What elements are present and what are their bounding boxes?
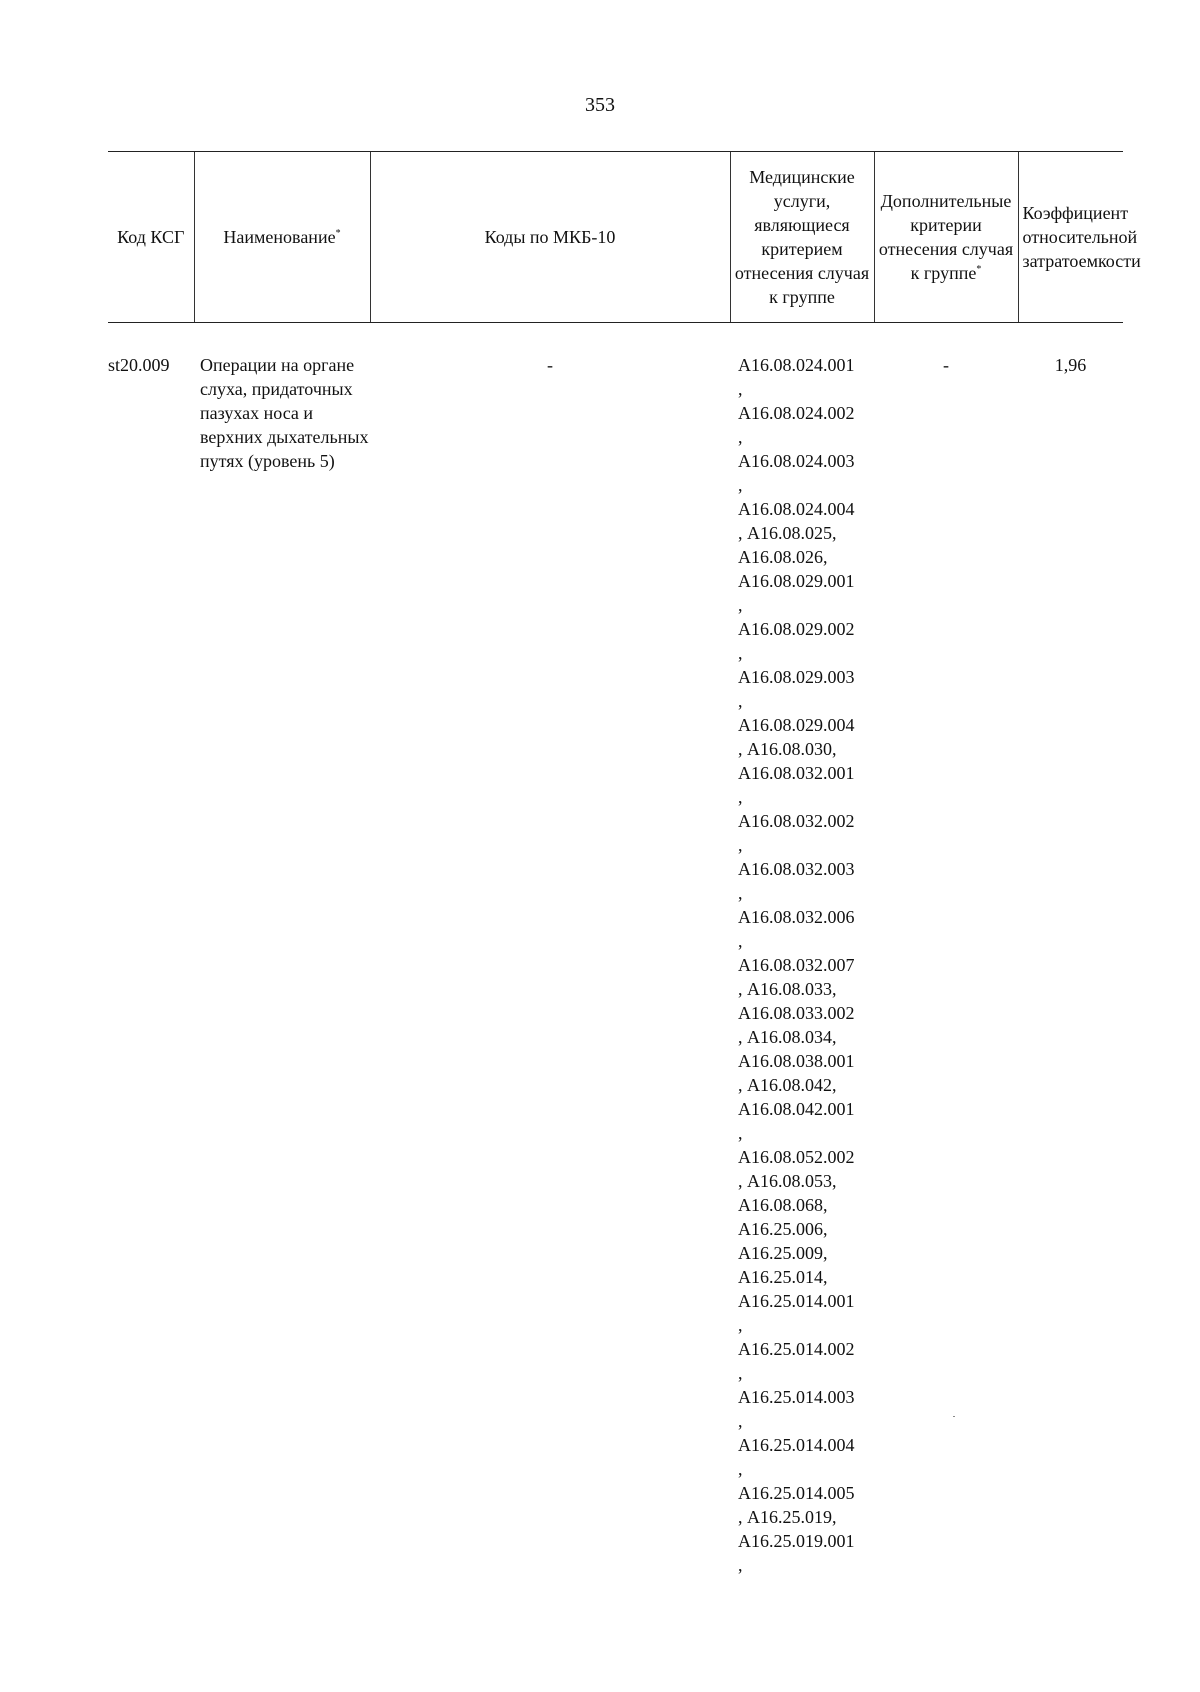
- service-code-line: А16.08.024.002: [738, 403, 855, 423]
- service-code-line: А16.08.029.001: [738, 571, 855, 591]
- cell-name: Операции на органе слуха, придаточных пазухах носа и верхних дыхательных путях (уровень 5): [200, 355, 369, 471]
- service-code-line: А16.08.024.003: [738, 451, 855, 471]
- header-mkb: Коды по МКБ-10: [370, 152, 730, 323]
- service-code-line: А16.25.014,: [738, 1267, 828, 1287]
- service-code-line: А16.25.009,: [738, 1243, 828, 1263]
- cell-extra-criteria: -: [943, 355, 949, 375]
- service-code-line: А16.08.029.002: [738, 619, 855, 639]
- service-code-line: А16.08.068,: [738, 1195, 828, 1215]
- table-row: [108, 323, 1123, 1579]
- table-header-row: [108, 152, 1123, 323]
- service-code-line: ,: [738, 1411, 743, 1431]
- service-code-line: А16.25.019.001: [738, 1531, 855, 1551]
- header-services: Медицинские услуги, являющиеся критерием отнесения случая к группе: [730, 152, 874, 323]
- service-code-line: , А16.08.025,: [738, 523, 837, 543]
- cell-code: st20.009: [108, 355, 170, 375]
- service-code-line: А16.08.024.001: [738, 355, 855, 375]
- service-code-line: ,: [738, 883, 743, 903]
- service-code-line: А16.08.032.003: [738, 859, 855, 879]
- service-code-line: А16.08.032.006: [738, 907, 855, 927]
- header-coefficient: Коэффициент относительной затратоемкости: [1018, 152, 1123, 323]
- service-code-line: А16.08.024.004: [738, 499, 855, 519]
- service-code-line: , А16.08.053,: [738, 1171, 837, 1191]
- service-code-line: А16.08.042.001: [738, 1099, 855, 1119]
- service-code-line: А16.25.014.004: [738, 1435, 855, 1455]
- service-code-line: А16.08.033.002: [738, 1003, 855, 1023]
- service-code-line: А16.08.032.002: [738, 811, 855, 831]
- service-code-line: , А16.08.034,: [738, 1027, 837, 1047]
- service-code-line: , А16.08.030,: [738, 739, 837, 759]
- service-code-line: А16.08.052.002: [738, 1147, 855, 1167]
- service-code-line: ,: [738, 1555, 743, 1575]
- service-code-line: А16.08.029.004: [738, 715, 855, 735]
- page-number: 353: [585, 94, 615, 116]
- service-code-line: ,: [738, 475, 743, 495]
- service-code-line: А16.08.032.007: [738, 955, 855, 975]
- header-extra-criteria: Дополнительные критерии отнесения случая к группе*: [874, 152, 1018, 323]
- service-code-line: А16.25.014.005: [738, 1483, 855, 1503]
- ksg-table: [108, 151, 1141, 1578]
- ksg-table-grid: [108, 151, 1141, 1578]
- service-code-line: , А16.08.042,: [738, 1075, 837, 1095]
- footnote-mark: *: [335, 228, 341, 239]
- cell-services: [730, 323, 874, 1579]
- service-code-line: ,: [738, 1123, 743, 1143]
- service-code-line: А16.25.014.003: [738, 1387, 855, 1407]
- service-code-line: ,: [738, 835, 743, 855]
- service-code-line: ,: [738, 787, 743, 807]
- scan-speck: [953, 1416, 955, 1417]
- service-code-line: ,: [738, 379, 743, 399]
- header-name: Наименование*: [194, 152, 370, 323]
- service-code-line: , А16.25.019,: [738, 1507, 837, 1527]
- service-code-line: А16.08.026,: [738, 547, 828, 567]
- header-code: Код КСГ: [108, 152, 194, 323]
- service-code-line: , А16.08.033,: [738, 979, 837, 999]
- service-code-line: ,: [738, 691, 743, 711]
- cell-mkb: -: [547, 355, 553, 375]
- cell-coefficient: 1,96: [1054, 355, 1087, 375]
- service-code-line: ,: [738, 931, 743, 951]
- service-code-line: ,: [738, 1363, 743, 1383]
- service-code-line: А16.25.014.001: [738, 1291, 855, 1311]
- service-code-line: ,: [738, 427, 743, 447]
- service-code-line: А16.08.038.001: [738, 1051, 855, 1071]
- service-code-line: А16.25.014.002: [738, 1339, 855, 1359]
- services-list: [738, 353, 873, 1577]
- service-code-line: ,: [738, 595, 743, 615]
- service-code-line: ,: [738, 643, 743, 663]
- service-code-line: ,: [738, 1459, 743, 1479]
- service-code-line: А16.08.032.001: [738, 763, 855, 783]
- service-code-line: А16.08.029.003: [738, 667, 855, 687]
- footnote-mark: *: [976, 264, 982, 275]
- service-code-line: ,: [738, 1315, 743, 1335]
- service-code-line: А16.25.006,: [738, 1219, 828, 1239]
